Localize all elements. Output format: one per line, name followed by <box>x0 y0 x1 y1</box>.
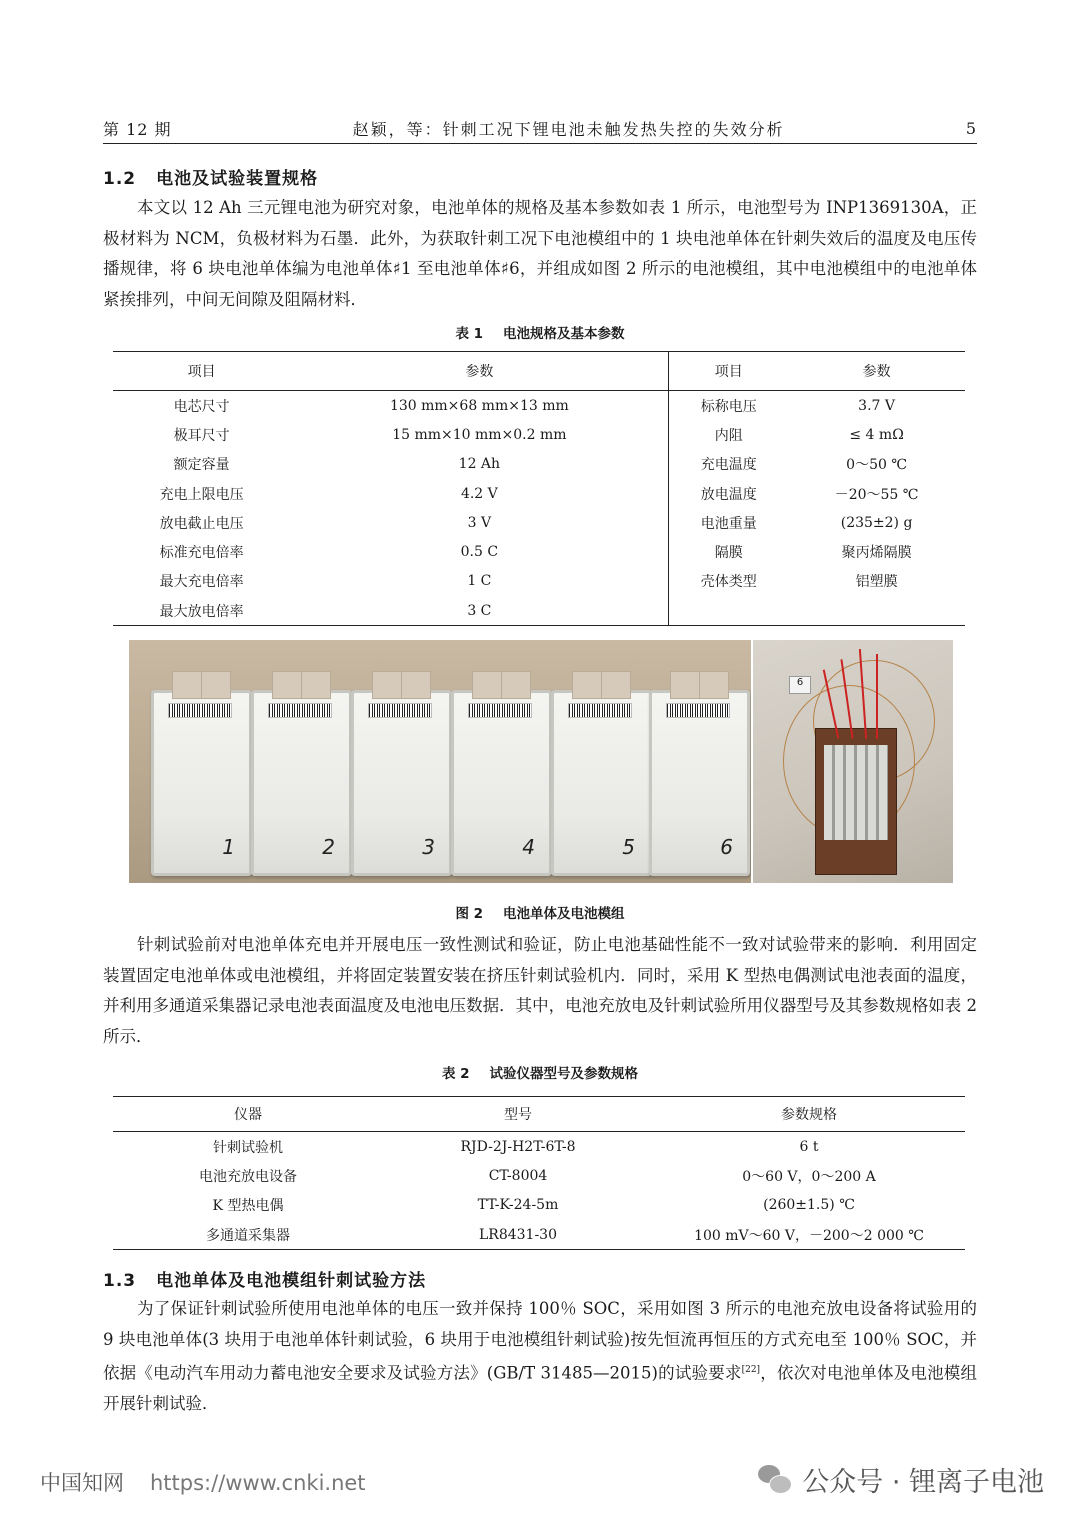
table-cell: 充电温度 <box>669 450 788 479</box>
table-header: 仪器 <box>113 1097 383 1132</box>
table-row <box>113 1220 965 1250</box>
table-cell: 极耳尺寸 <box>173 427 230 444</box>
table-cell: 标称电压 <box>669 391 788 421</box>
table-cell: CT-8004 <box>488 1167 548 1184</box>
table-cell: 电芯尺寸 <box>173 398 230 415</box>
table-cell: 放电截止电压 <box>159 515 244 532</box>
table-cell: 100 mV～60 V，－200～2 000 ℃ <box>694 1227 924 1244</box>
table-cell: 标准充电倍率 <box>159 545 244 562</box>
wechat-icon <box>758 1463 792 1497</box>
table1-caption-number: 表 1 <box>455 326 484 342</box>
barcode-label <box>666 703 730 718</box>
table-cell: 4.2 V <box>290 479 669 508</box>
figure2-caption-text: 电池单体及电池模组 <box>503 906 625 922</box>
cell-number: 6 <box>720 835 733 859</box>
module-tag: 6 <box>789 676 811 694</box>
section-heading-1-3 <box>103 1266 426 1291</box>
table-header-row <box>113 1097 965 1132</box>
table-cell <box>788 596 965 626</box>
section-number: 1.2 <box>103 169 137 189</box>
table-cell: 130 mm×68 mm×13 mm <box>290 391 669 421</box>
paragraph-text: ，依次对电池单体及电池模组开展针刺试验． <box>103 1363 977 1413</box>
table-cell: 内阻 <box>669 420 788 449</box>
cnki-watermark <box>40 1467 366 1497</box>
cell-number: 2 <box>322 835 335 859</box>
table-cell: 铝塑膜 <box>855 574 898 591</box>
table-cell: 15 mm×10 mm×0.2 mm <box>290 420 669 449</box>
table-cell: 多通道采集器 <box>206 1227 290 1244</box>
battery-cells-photo <box>129 640 751 883</box>
table-header: 参数规格 <box>653 1097 965 1132</box>
table2-caption-number: 表 2 <box>441 1066 470 1082</box>
table-cell: 0～60 V，0～200 A <box>742 1168 876 1185</box>
table-cell: 12 Ah <box>290 450 669 479</box>
site-url: https://www.cnki.net <box>150 1471 366 1495</box>
table-cell: 针刺试验机 <box>213 1139 283 1156</box>
table-cell: TT-K-24-5m <box>477 1197 559 1214</box>
table1-caption <box>0 322 1080 342</box>
table-header-row <box>113 352 965 391</box>
table-row <box>113 1191 965 1220</box>
table-row <box>113 1132 965 1162</box>
site-name: 中国知网 <box>40 1471 124 1495</box>
table-row <box>113 537 965 566</box>
table-cell: 充电上限电压 <box>159 486 244 503</box>
table-row <box>113 391 965 421</box>
paragraph-instruments: 针刺试验前对电池单体充电并开展电压一致性测试和验证，防止电池基础性能不一致对试验带来的影响．利用固定装置固定电池单体或电池模组，并将固定装置安装在挤压针刺试验机内．同时，采用 K 型热电偶测试电池表面的温度，并利用多通道采集器记录电池表面温度及电池电压数据．其中，电池充放电及针刺试验所用仪器型号及其参数规格如表 2 所示． <box>103 935 977 1046</box>
section-title: 电池及试验装置规格 <box>156 169 319 189</box>
figure2-caption-number: 图 2 <box>455 906 484 922</box>
section-number: 1.3 <box>103 1271 137 1291</box>
battery-cell <box>649 690 750 876</box>
barcode-label <box>368 703 432 718</box>
table-header: 参数 <box>788 352 965 391</box>
table-cell: K 型热电偶 <box>212 1198 284 1215</box>
table-cell: 最大放电倍率 <box>159 603 244 620</box>
table-cell: 6 t <box>799 1138 819 1155</box>
wechat-watermark <box>758 1460 1044 1499</box>
barcode-label <box>468 703 532 718</box>
table-cell: 电池充放电设备 <box>199 1168 297 1185</box>
table2-caption-text: 试验仪器型号及参数规格 <box>489 1066 639 1082</box>
table-cell <box>669 596 788 626</box>
table1-caption-text: 电池规格及基本参数 <box>503 326 625 342</box>
table-cell: 0.5 C <box>290 537 669 566</box>
table-header: 项目 <box>113 352 290 391</box>
running-header <box>103 113 977 144</box>
table-row <box>113 596 965 626</box>
table-cell: 1 C <box>290 567 669 596</box>
section-title: 电池单体及电池模组针刺试验方法 <box>156 1271 427 1291</box>
paragraph-1-2: 本文以 12 Ah 三元锂电池为研究对象，电池单体的规格及基本参数如表 1 所示，电池型号为 INP1369130A，正极材料为 NCM，负极材料为石墨．此外，为获取针刺工况下电池模组中的 1 块电池单体在针刺失效后的温度及电压传播规律，将 6 块电池单体编为电池单体♯1 至电池单体♯6，并组成如图 2 所示的电池模组，其中电池模组中的电池单体紧挨排列，中间无间隙及阻隔材料． <box>103 198 977 309</box>
table-cell: RJD-2J-H2T-6T-8 <box>460 1138 576 1155</box>
table-2 <box>113 1096 965 1250</box>
table-header: 参数 <box>290 352 669 391</box>
battery-module-photo <box>753 640 953 883</box>
issue-number: 第 12 期 <box>103 119 172 139</box>
table-header: 型号 <box>383 1097 653 1132</box>
cell-stack <box>824 745 888 840</box>
table-cell: 电池重量 <box>669 508 788 537</box>
table-cell: (260±1.5) ℃ <box>763 1197 855 1214</box>
table-cell: 最大充电倍率 <box>159 574 244 591</box>
table-cell: 3.7 V <box>858 397 895 414</box>
running-title: 赵颖，等：针刺工况下锂电池未触发热失控的失效分析 <box>352 119 785 139</box>
table-cell: 3 C <box>290 596 669 626</box>
table-cell: 放电温度 <box>669 479 788 508</box>
page-number: 5 <box>965 118 977 138</box>
battery-cell <box>251 690 352 876</box>
table-cell: (235±2) g <box>840 514 913 531</box>
battery-cell <box>351 690 452 876</box>
barcode-label <box>168 703 232 718</box>
barcode-label <box>568 703 632 718</box>
table-row <box>113 567 965 596</box>
section-heading-1-2 <box>103 164 318 189</box>
table-cell: 壳体类型 <box>669 567 788 596</box>
battery-module <box>815 728 897 875</box>
table-cell: 隔膜 <box>669 537 788 566</box>
table-cell: 3 V <box>290 508 669 537</box>
table-cell: 0～50 ℃ <box>846 457 907 474</box>
battery-cell <box>451 690 552 876</box>
barcode-label <box>268 703 332 718</box>
table2-caption <box>0 1062 1080 1082</box>
table-cell: 额定容量 <box>173 457 230 474</box>
cell-number: 3 <box>422 835 435 859</box>
table-row <box>113 420 965 449</box>
paragraph-1-3 <box>103 1294 977 1420</box>
cell-number: 5 <box>622 835 635 859</box>
citation-ref[interactable]: [22] <box>741 1365 761 1375</box>
battery-cell <box>151 690 252 876</box>
table-row <box>113 450 965 479</box>
table-cell: －20～55 ℃ <box>834 486 919 503</box>
cell-number: 4 <box>522 835 535 859</box>
table-row <box>113 508 965 537</box>
account-name: 公众号 · 锂离子电池 <box>802 1467 1044 1498</box>
table-row <box>113 1161 965 1190</box>
paragraph-text: 为了保证针刺试验所使用电池单体的电压一致并保持 100％ SOC，采用如图 3 所示的电池充放电设备将试验用的 9 块电池单体(3 块用于电池单体针刺试验，6 块用于电池模组针刺试验)按先恒流再恒压的方式充电至 100％ SOC，并依据《电动汽车用动力蓄电池安全要求及试验方法》(GB/T 31485—2015)的试验要求 <box>103 1299 977 1383</box>
figure2-caption <box>0 902 1080 922</box>
table-cell: LR8431-30 <box>478 1226 557 1243</box>
table-cell: 聚丙烯隔膜 <box>841 545 912 562</box>
battery-cell <box>551 690 652 876</box>
table-row <box>113 479 965 508</box>
table-header: 项目 <box>669 352 788 391</box>
table-1 <box>113 351 965 626</box>
cell-number: 1 <box>222 835 235 859</box>
table-cell: ≤ 4 mΩ <box>849 426 904 443</box>
